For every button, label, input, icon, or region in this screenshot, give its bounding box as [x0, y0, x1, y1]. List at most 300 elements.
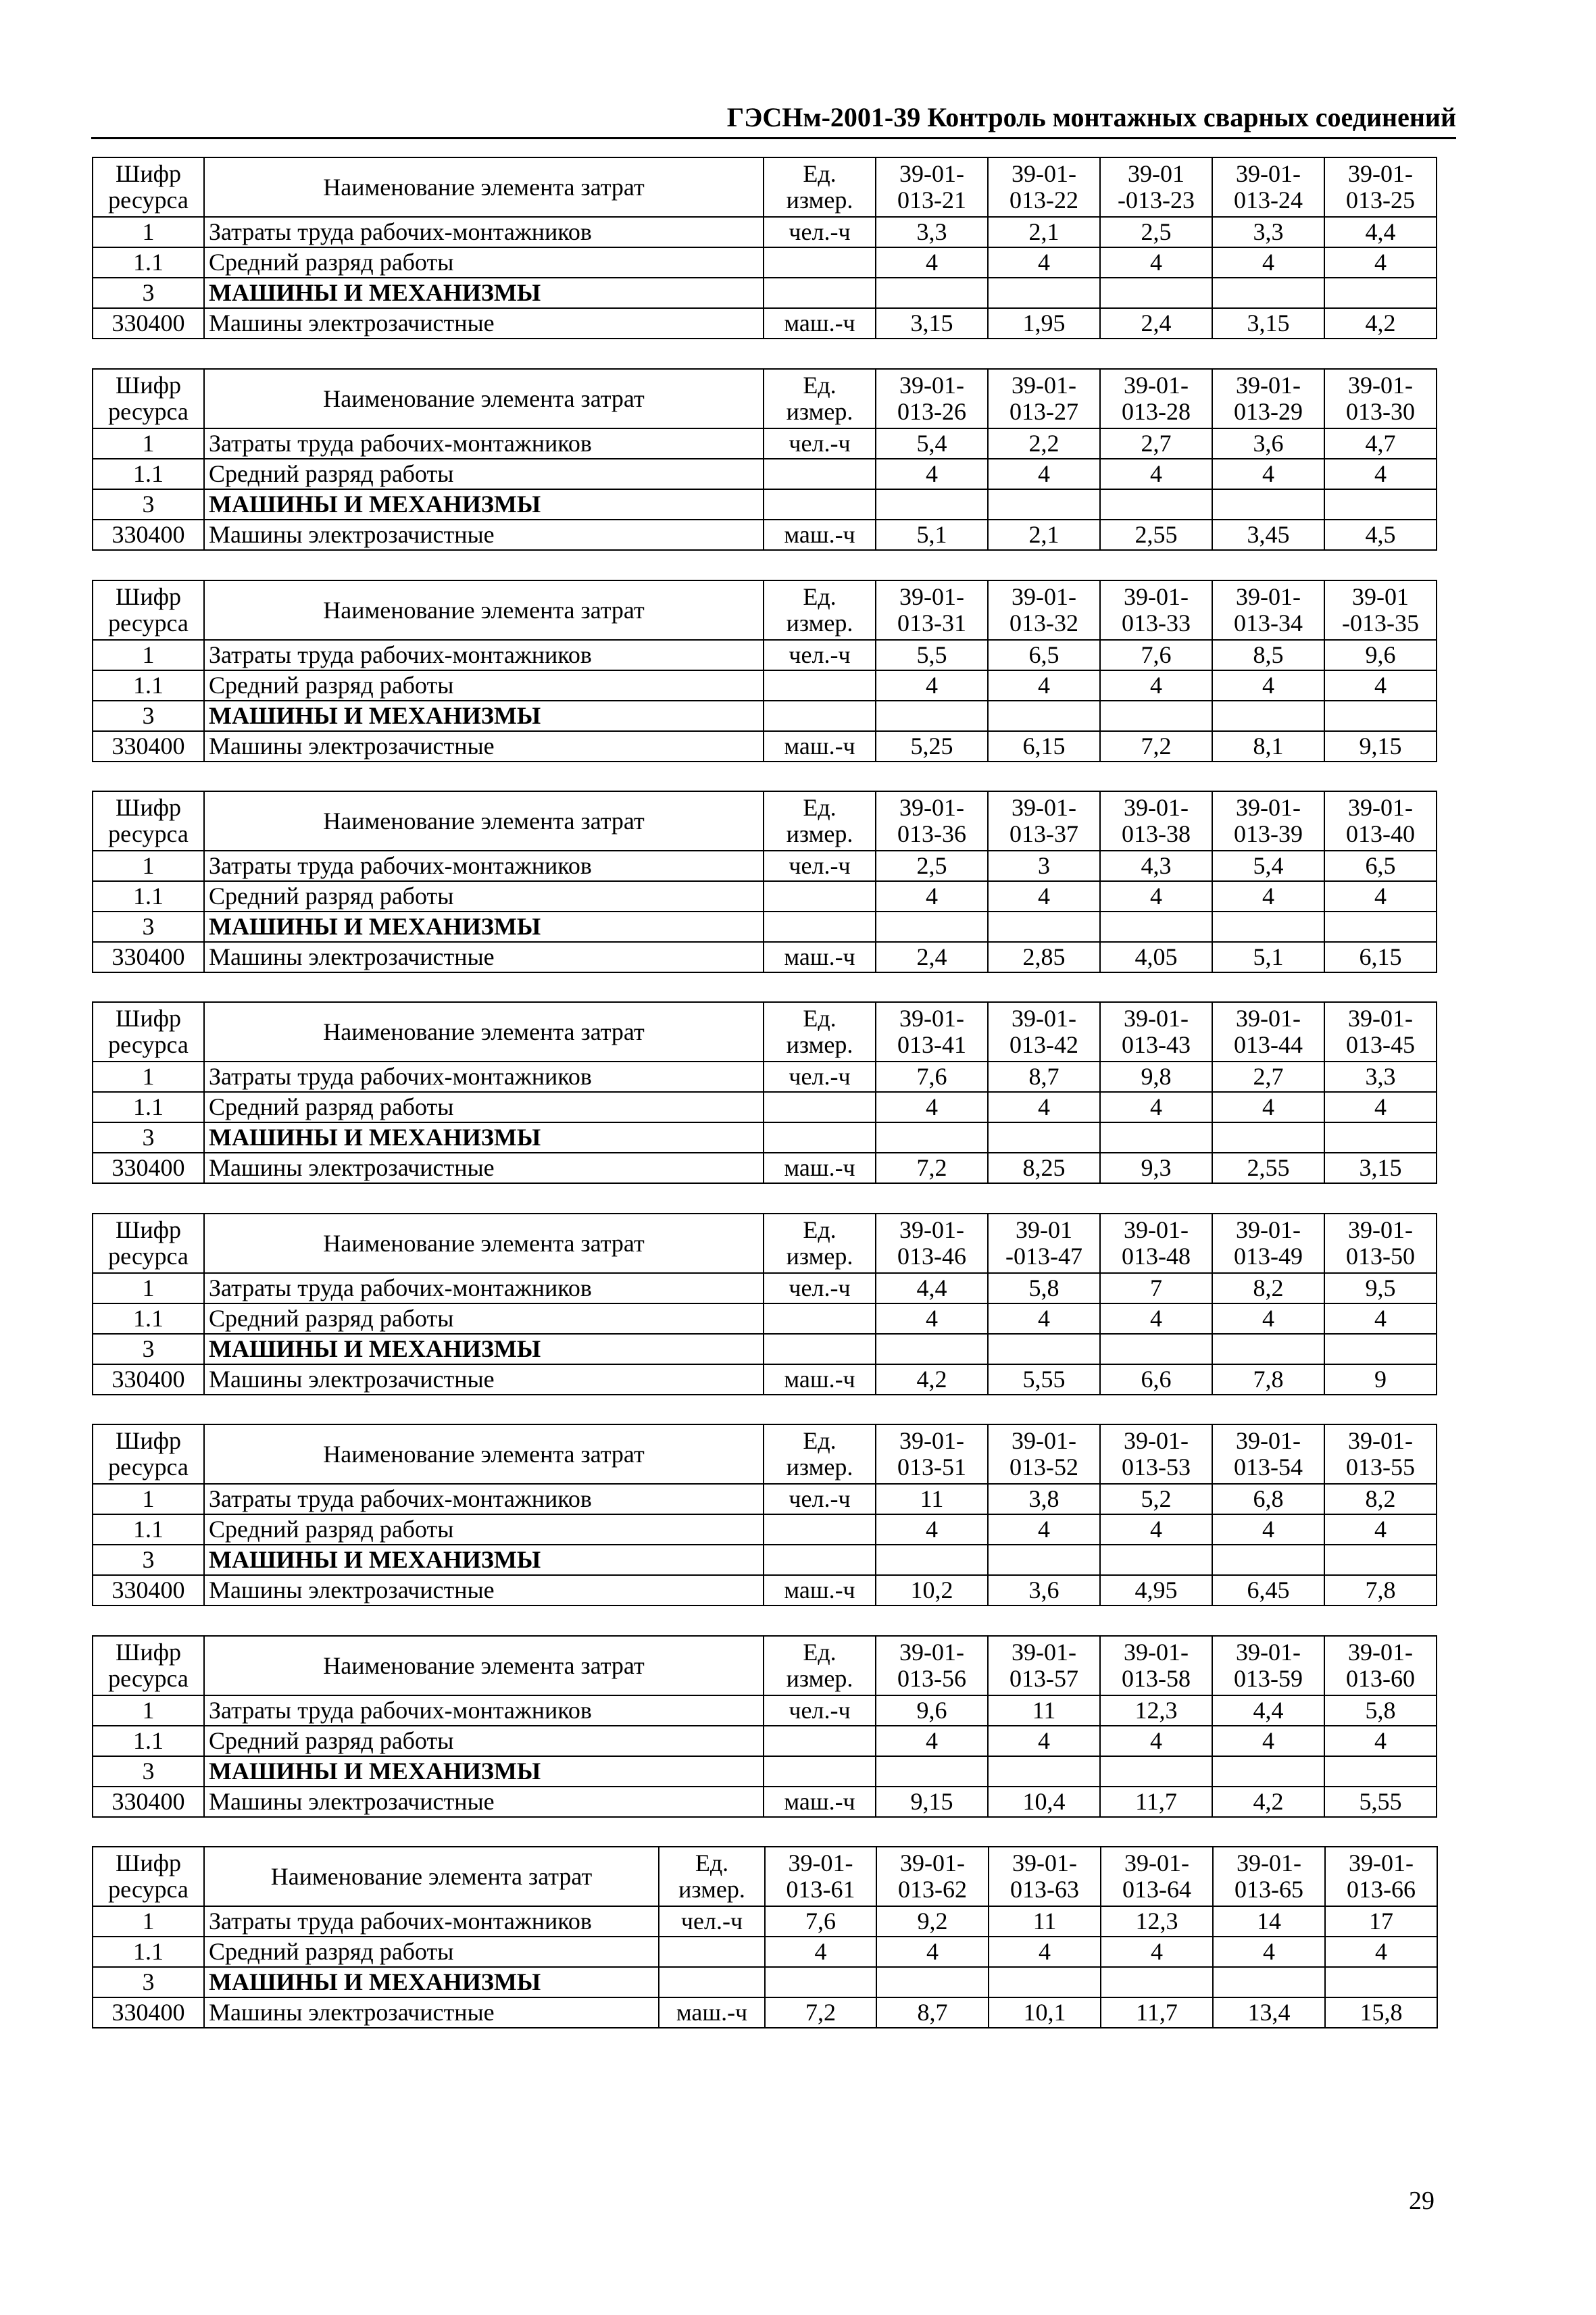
norm-code-header [876, 1424, 988, 1484]
row-code: 1 [93, 1695, 204, 1726]
resource-code-header [93, 1214, 204, 1273]
row-value: 4 [1212, 459, 1324, 489]
row-value: 3,6 [988, 1575, 1100, 1605]
grade-row [93, 459, 1437, 489]
row-value [988, 278, 1100, 308]
code-header-line: Шифр [116, 1427, 181, 1455]
norm-code-line: 39-01- [1012, 583, 1076, 611]
row-name: МАШИНЫ И МЕХАНИЗМЫ [204, 1545, 764, 1575]
cost-element-name-header: Наименование элемента затрат [204, 1424, 764, 1484]
row-value: 5,5 [876, 640, 988, 670]
row-value: 4,05 [1100, 942, 1212, 972]
norm-code-line: 39-01- [1012, 160, 1076, 188]
cost-element-name-header: Наименование элемента затрат [204, 1847, 659, 1906]
row-value: 3,8 [988, 1484, 1100, 1514]
row-code: 330400 [93, 1997, 204, 2028]
row-value [1212, 1334, 1324, 1364]
row-value [988, 1334, 1100, 1364]
row-value: 7,2 [1100, 731, 1212, 762]
row-name: Затраты труда рабочих-монтажников [204, 1062, 764, 1092]
row-code: 330400 [93, 520, 204, 550]
norm-code-header [765, 1847, 876, 1906]
row-value: 2,4 [1100, 308, 1212, 339]
code-header-line: Шифр [116, 583, 181, 611]
norm-code-line: 013-61 [786, 1876, 855, 1903]
row-value: 5,25 [876, 731, 988, 762]
code-header-line: ресурса [108, 1665, 189, 1692]
row-value: 5,4 [876, 428, 988, 459]
table-header-row [93, 1847, 1437, 1906]
norm-table [92, 1213, 1437, 1395]
grade-row [93, 247, 1437, 278]
code-header-line: ресурса [108, 820, 189, 847]
row-value [765, 1967, 876, 1997]
norm-code-line: 39-01- [1124, 372, 1189, 399]
unit-header [764, 1002, 876, 1062]
norm-code-header [1324, 1002, 1437, 1062]
norm-code-header [988, 1424, 1100, 1484]
norm-code-line: 013-28 [1122, 398, 1191, 425]
row-unit [764, 912, 876, 942]
row-value: 4 [876, 1303, 988, 1334]
row-name: Затраты труда рабочих-монтажников [204, 640, 764, 670]
row-value [1325, 1967, 1437, 1997]
norm-code-line: 39-01- [1236, 1427, 1301, 1455]
norm-code-line: 013-29 [1234, 398, 1303, 425]
cost-element-name-header: Наименование элемента затрат [204, 1636, 764, 1695]
table-header-row [93, 791, 1437, 851]
machines-section-row [93, 1122, 1437, 1153]
norm-code-line: 013-27 [1009, 398, 1078, 425]
row-name: Затраты труда рабочих-монтажников [204, 217, 764, 247]
unit-header [764, 1214, 876, 1273]
row-value: 4 [876, 1937, 989, 1967]
row-value: 11,7 [1100, 1787, 1212, 1817]
welder-row [93, 520, 1437, 550]
row-value: 4 [1324, 670, 1437, 701]
norm-code-header [876, 580, 988, 640]
row-value [1100, 701, 1212, 731]
row-value: 7,2 [765, 1997, 876, 2028]
norm-code-line: 39-01- [1124, 1849, 1189, 1877]
grade-row [93, 670, 1437, 701]
norm-code-header [876, 1214, 988, 1273]
norm-code-header [876, 1847, 989, 1906]
row-value: 7 [1100, 1273, 1212, 1303]
row-value: 12,3 [1101, 1906, 1213, 1937]
norm-code-header [1100, 1002, 1212, 1062]
row-value: 3,15 [1324, 1153, 1437, 1183]
row-value [988, 1756, 1100, 1787]
unit-header [764, 1424, 876, 1484]
row-unit [764, 1092, 876, 1122]
unit-header [764, 580, 876, 640]
row-code: 3 [93, 1756, 204, 1787]
row-value: 4,4 [876, 1273, 988, 1303]
norm-code-line: 013-63 [1010, 1876, 1079, 1903]
norm-code-header [989, 1847, 1101, 1906]
norm-code-line: 013-56 [897, 1665, 966, 1692]
norm-code-line: 39-01- [1236, 372, 1301, 399]
norm-code-line: 39-01- [1348, 1427, 1413, 1455]
norm-code-line: 39-01- [1348, 1005, 1413, 1032]
row-name: Машины электрозачистные [204, 1153, 764, 1183]
row-value: 3 [988, 851, 1100, 881]
row-unit [764, 459, 876, 489]
table-header-row [93, 580, 1437, 640]
row-value: 4 [876, 670, 988, 701]
labor-row [93, 1273, 1437, 1303]
row-name: МАШИНЫ И МЕХАНИЗМЫ [204, 1756, 764, 1787]
norm-code-header [1324, 1424, 1437, 1484]
row-value: 2,7 [1100, 428, 1212, 459]
norm-code-line: 013-45 [1346, 1031, 1415, 1058]
row-code: 3 [93, 1122, 204, 1153]
norm-code-line: 39-01- [900, 1849, 965, 1877]
row-value [1324, 701, 1437, 731]
norm-code-header [1324, 791, 1437, 851]
row-unit: чел.-ч [659, 1906, 765, 1937]
row-value [876, 701, 988, 731]
row-value: 4 [876, 459, 988, 489]
norm-code-header [1212, 1214, 1324, 1273]
row-name: Машины электрозачистные [204, 731, 764, 762]
row-code: 3 [93, 1545, 204, 1575]
unit-header-line: Ед. [803, 794, 837, 822]
norm-code-line: 39-01- [1348, 160, 1413, 188]
row-value: 2,5 [876, 851, 988, 881]
row-value: 9,6 [876, 1695, 988, 1726]
norm-code-line: 39-01- [1124, 1639, 1189, 1666]
norm-code-line: 013-40 [1346, 820, 1415, 847]
norm-code-header [1324, 157, 1437, 217]
labor-row [93, 1906, 1437, 1937]
norm-table [92, 157, 1437, 339]
row-value: 9 [1324, 1364, 1437, 1395]
row-value: 3,3 [876, 217, 988, 247]
row-value [1212, 1122, 1324, 1153]
row-value: 2,4 [876, 942, 988, 972]
row-code: 3 [93, 701, 204, 731]
norm-code-header [988, 580, 1100, 640]
norm-code-line: 39-01- [1349, 1849, 1414, 1877]
norm-code-line: 013-54 [1234, 1453, 1303, 1480]
row-value [1324, 1545, 1437, 1575]
norm-table [92, 1001, 1437, 1184]
labor-row [93, 217, 1437, 247]
row-unit [764, 670, 876, 701]
norm-code-line: 013-46 [897, 1243, 966, 1270]
norm-code-line: 39-01- [1348, 1216, 1413, 1244]
row-value: 7,6 [1100, 640, 1212, 670]
row-value: 4 [988, 1303, 1100, 1334]
row-value: 8,2 [1324, 1484, 1437, 1514]
page-number: 29 [1409, 2187, 1435, 2215]
row-code: 1.1 [93, 1092, 204, 1122]
norm-code-line: 013-65 [1235, 1876, 1303, 1903]
row-name: Машины электрозачистные [204, 1997, 659, 2028]
row-value [1101, 1967, 1213, 1997]
row-value: 14 [1213, 1906, 1325, 1937]
row-value: 4 [1100, 670, 1212, 701]
row-value: 4 [1324, 1514, 1437, 1545]
code-header-line: Шифр [116, 1639, 181, 1666]
row-value [876, 1967, 989, 1997]
row-value: 2,1 [988, 520, 1100, 550]
resource-code-header [93, 1002, 204, 1062]
norm-code-line: 39-01- [1012, 794, 1076, 822]
norm-code-line: 013-31 [897, 609, 966, 637]
norm-code-line: 39-01- [1012, 1849, 1077, 1877]
row-unit: маш.-ч [659, 1997, 765, 2028]
norm-code-line: 013-52 [1009, 1453, 1078, 1480]
row-value: 4 [1212, 670, 1324, 701]
norm-code-line: 013-43 [1122, 1031, 1191, 1058]
row-value: 2,2 [988, 428, 1100, 459]
row-value: 4,2 [1212, 1787, 1324, 1817]
norm-code-header [1212, 1002, 1324, 1062]
row-code: 1 [93, 1906, 204, 1937]
norm-code-header [1100, 369, 1212, 428]
norm-code-line: 39-01- [899, 1216, 964, 1244]
row-value: 4,2 [876, 1364, 988, 1395]
grade-row [93, 881, 1437, 912]
row-code: 1.1 [93, 1726, 204, 1756]
row-code: 1 [93, 428, 204, 459]
row-name: Затраты труда рабочих-монтажников [204, 1906, 659, 1937]
resource-code-header [93, 791, 204, 851]
norm-code-line: 39-01- [1236, 1005, 1301, 1032]
norm-code-header [988, 157, 1100, 217]
row-code: 1 [93, 1273, 204, 1303]
unit-header [764, 1636, 876, 1695]
row-unit: чел.-ч [764, 217, 876, 247]
code-header-line: ресурса [108, 1876, 189, 1903]
norm-code-line: -013-35 [1342, 609, 1419, 637]
unit-header [764, 369, 876, 428]
row-unit: чел.-ч [764, 1484, 876, 1514]
norm-code-line: 39-01- [1236, 1639, 1301, 1666]
row-unit [659, 1937, 765, 1967]
norm-code-line: 013-26 [897, 398, 966, 425]
row-value: 4 [1324, 881, 1437, 912]
labor-row [93, 1484, 1437, 1514]
row-value: 10,2 [876, 1575, 988, 1605]
unit-header-line: измер. [786, 1243, 853, 1270]
row-code: 1.1 [93, 1514, 204, 1545]
row-name: Средний разряд работы [204, 1937, 659, 1967]
row-value: 4 [988, 881, 1100, 912]
norm-code-line: 39-01- [1236, 583, 1301, 611]
row-unit [764, 1545, 876, 1575]
norm-code-line: 39-01- [1012, 1005, 1076, 1032]
row-name: МАШИНЫ И МЕХАНИЗМЫ [204, 1967, 659, 1997]
row-value: 15,8 [1325, 1997, 1437, 2028]
row-value: 5,4 [1212, 851, 1324, 881]
labor-row [93, 428, 1437, 459]
row-name: Затраты труда рабочих-монтажников [204, 1273, 764, 1303]
row-value: 4 [1324, 459, 1437, 489]
row-value [1213, 1967, 1325, 1997]
row-unit [659, 1967, 765, 1997]
row-value: 4,3 [1100, 851, 1212, 881]
row-value [1100, 278, 1212, 308]
unit-header-line: измер. [786, 820, 853, 847]
row-value [1212, 701, 1324, 731]
row-value: 4 [988, 670, 1100, 701]
norm-code-line: 39-01 [1016, 1216, 1072, 1244]
norm-code-line: 013-66 [1347, 1876, 1416, 1903]
welder-row [93, 1364, 1437, 1395]
code-header-line: ресурса [108, 1243, 189, 1270]
row-unit: чел.-ч [764, 428, 876, 459]
grade-row [93, 1092, 1437, 1122]
norm-code-header [988, 1636, 1100, 1695]
welder-row [93, 942, 1437, 972]
row-value: 3,3 [1324, 1062, 1437, 1092]
row-value: 4 [1212, 1726, 1324, 1756]
row-value: 8,25 [988, 1153, 1100, 1183]
norm-code-header [876, 157, 988, 217]
row-unit [764, 247, 876, 278]
norm-code-line: 013-33 [1122, 609, 1191, 637]
row-value: 4,5 [1324, 520, 1437, 550]
row-code: 3 [93, 1967, 204, 1997]
table-header-row [93, 1214, 1437, 1273]
row-value: 4 [988, 1726, 1100, 1756]
machines-section-row [93, 701, 1437, 731]
norm-code-line: 013-41 [897, 1031, 966, 1058]
row-value: 9,15 [876, 1787, 988, 1817]
row-value [1324, 1756, 1437, 1787]
table-header-row [93, 1636, 1437, 1695]
row-unit: маш.-ч [764, 1575, 876, 1605]
row-code: 3 [93, 1334, 204, 1364]
row-value: 6,15 [988, 731, 1100, 762]
row-value [1324, 1122, 1437, 1153]
norm-code-header [1324, 580, 1437, 640]
row-unit: чел.-ч [764, 1695, 876, 1726]
row-value [1324, 278, 1437, 308]
norm-table [92, 791, 1437, 973]
row-name: Средний разряд работы [204, 881, 764, 912]
row-value: 4 [1100, 1514, 1212, 1545]
unit-header-line: Ед. [695, 1849, 729, 1877]
norm-code-line: 39-01- [899, 1005, 964, 1032]
norm-code-header [1212, 1636, 1324, 1695]
norm-code-line: 39-01- [899, 583, 964, 611]
norm-code-header [1212, 369, 1324, 428]
row-value: 4 [1324, 247, 1437, 278]
row-value [1212, 1756, 1324, 1787]
norm-table [92, 1846, 1438, 2028]
norm-code-header [1100, 791, 1212, 851]
row-value: 4 [989, 1937, 1101, 1967]
row-value: 9,5 [1324, 1273, 1437, 1303]
row-value: 3,15 [1212, 308, 1324, 339]
norm-code-line: 39-01- [1236, 160, 1301, 188]
row-value: 5,1 [1212, 942, 1324, 972]
row-value [1100, 912, 1212, 942]
row-value: 17 [1325, 1906, 1437, 1937]
norm-table [92, 580, 1437, 762]
row-value: 4 [1325, 1937, 1437, 1967]
unit-header [659, 1847, 765, 1906]
row-code: 1 [93, 217, 204, 247]
row-name: МАШИНЫ И МЕХАНИЗМЫ [204, 701, 764, 731]
row-value: 8,5 [1212, 640, 1324, 670]
norm-code-line: 013-60 [1346, 1665, 1415, 1692]
row-name: МАШИНЫ И МЕХАНИЗМЫ [204, 912, 764, 942]
norm-code-header [988, 1002, 1100, 1062]
row-value: 2,55 [1100, 520, 1212, 550]
labor-row [93, 1062, 1437, 1092]
norm-code-line: -013-47 [1005, 1243, 1082, 1270]
row-code: 330400 [93, 942, 204, 972]
row-name: Машины электрозачистные [204, 942, 764, 972]
unit-header-line: измер. [786, 1453, 853, 1480]
row-value: 6,15 [1324, 942, 1437, 972]
norm-code-line: 39-01- [1124, 1005, 1189, 1032]
grade-row [93, 1726, 1437, 1756]
row-value: 10,4 [988, 1787, 1100, 1817]
row-name: Средний разряд работы [204, 1303, 764, 1334]
row-name: Затраты труда рабочих-монтажников [204, 1484, 764, 1514]
labor-row [93, 1695, 1437, 1726]
row-value: 9,3 [1100, 1153, 1212, 1183]
unit-header-line: Ед. [803, 160, 837, 188]
row-code: 1 [93, 851, 204, 881]
row-value: 4 [1213, 1937, 1325, 1967]
row-value [1324, 912, 1437, 942]
row-value: 3,15 [876, 308, 988, 339]
machines-section-row [93, 1545, 1437, 1575]
code-header-line: Шифр [116, 372, 181, 399]
norm-code-line: 39-01- [899, 1427, 964, 1455]
norm-code-line: 013-30 [1346, 398, 1415, 425]
row-value: 7,8 [1324, 1575, 1437, 1605]
row-value: 8,7 [988, 1062, 1100, 1092]
row-value: 9,8 [1100, 1062, 1212, 1092]
row-value: 3,6 [1212, 428, 1324, 459]
row-value: 1,95 [988, 308, 1100, 339]
machines-section-row [93, 1756, 1437, 1787]
row-unit [764, 278, 876, 308]
norm-code-line: 39-01- [899, 160, 964, 188]
row-value: 8,7 [876, 1997, 989, 2028]
norm-code-header [1100, 1424, 1212, 1484]
row-value [876, 912, 988, 942]
norm-code-line: 39-01- [1236, 1216, 1301, 1244]
row-code: 3 [93, 278, 204, 308]
row-value: 5,2 [1100, 1484, 1212, 1514]
row-name: МАШИНЫ И МЕХАНИЗМЫ [204, 278, 764, 308]
row-value: 4 [876, 1726, 988, 1756]
row-value: 12,3 [1100, 1695, 1212, 1726]
row-value: 7,6 [876, 1062, 988, 1092]
norm-code-header [876, 369, 988, 428]
norm-code-line: 013-53 [1122, 1453, 1191, 1480]
row-value: 8,1 [1212, 731, 1324, 762]
row-unit: чел.-ч [764, 640, 876, 670]
row-value: 9,2 [876, 1906, 989, 1937]
row-value [1212, 912, 1324, 942]
row-value [988, 489, 1100, 520]
norm-code-header [1212, 791, 1324, 851]
cost-element-name-header: Наименование элемента затрат [204, 157, 764, 217]
welder-row [93, 731, 1437, 762]
norm-code-line: 013-25 [1346, 186, 1415, 214]
